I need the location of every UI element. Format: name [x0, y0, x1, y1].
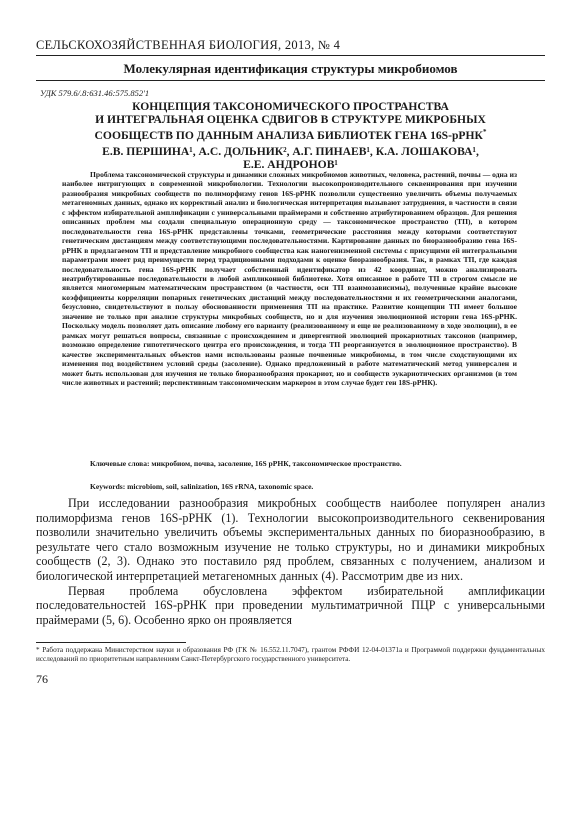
keywords-ru	[62, 459, 517, 468]
keywords-en-text: Keywords: microbiom, soil, salinization, 16S rRNA, taxonomic space.	[90, 482, 314, 491]
keywords-ru-text: Ключевые слова: микробиом, почва, засоление, 16S рРНК, таксономическое пространство.	[90, 459, 402, 468]
title-line: КОНЦЕПЦИЯ ТАКСОНОМИЧЕСКОГО ПРОСТРАНСТВА	[132, 100, 449, 113]
title-line-text: СООБЩЕСТВ ПО ДАННЫМ АНАЛИЗА БИБЛИОТЕК ГЕНА 16S-рРНК	[94, 128, 483, 142]
body-paragraph: При исследовании разнообразия микробных сообществ наиболее популярен анализ полиморфизма генов 16S-рРНК (1). Технологии высокопроизводительного секвенирования позволили значительно увеличить объемы экспериментальных данных по биоразнообразию, в результате чего стало возможным изучение не только структуры, но и динамики микробных сообществ (2, 3). Однако это поставило ряд проблем, связанных с получением, анализом и биологической интерпретацией метагеномных данных (4). Рассмотрим две из них.	[36, 496, 545, 583]
title-line: И ИНТЕГРАЛЬНАЯ ОЦЕНКА СДВИГОВ В СТРУКТУРЕ МИКРОБНЫХ	[95, 113, 486, 126]
abstract	[62, 170, 517, 387]
udk-code: УДК 579.6/.8:631.46:575.852'1	[40, 88, 150, 98]
authors	[36, 145, 545, 171]
body-paragraph: Первая проблема обусловлена эффектом избирательной амплификации последовательностей 16S-рРНК при проведении мультиматричной ПЦР с универсальными праймерами (5, 6). Особенно ярко он проявляется	[36, 583, 545, 627]
header-rule-bottom	[36, 80, 545, 81]
abstract-text: Проблема таксономической структуры и динамики сложных микробиомов животных, человека, растений, почвы — одна из наиболее интригующих в современной микробиологии. Технологии высокопроизводительного секвенирования при изучении разнообразия микробных сообществ по полиморфизму генов 16S-рРНК позволили существенно увеличить объемы получаемых метагеномных данных, однако их корректный анализ и биологическая интерпретация вызывают затруднения, в частности в связи с эффектом избирательной амплификации с универсальными праймерами и собственно атрибутированием образцов. Для решения описанных проблем мы создали специальную операционную среду — таксономическое пространство (ТП), в котором последовательности гена 16S-рРНК представлены точками, геометрические расстояния между которыми соответствуют генетическим дистанциям между соответствующими последовательностями. Картирование данных по биоразнообразию гена 16S-рРНК в предлагаемом ТП и представление микробного сообщества как наногенизменной системы с присущими ей интегральными параметрами имеет ряд преимуществ перед традиционными подходами к оценке биоразнообразия. Так, в рамках ТП, где каждая последовательность гена 16S-рРНК получает собственный идентификатор из 42 координат, можно анализировать неатрибутированные последовательности в любой ампликонной библиотеке. Хотя описанное в работе ТП в строгом смысле не является многомерным математическим пространством (в частности, оси ТП взаимозависимы), полученные крайне высокие коэффициенты корреляции попарных генетических дистанций между последовательностями и их геометрическими аналогами, безусловно, свидетельствуют в пользу обоснованности применения ТП на практике. Развитие концепции ТП имеет большое значение не только при анализе структуры микробных сообществ, но и для изучения эволюционной истории гена 16S-рРНК. Поскольку модель позволяет дать описание любому его варианту (реализованному и еще не реализованному в ходе эволюции), в ее рамках могут решаться вопросы, связанные с происхождением и дивергентной эволюцией прокариотных таксонов (например, возможно определение гипотетического центра его происхождения, и тогда ТП реорганизуется в эволюционное пространство). В качестве экспериментальных объектов нами использованы разные почвенные микробиомы, в том числе сходствующими их изменения под воздействием условий среды (засоление). Однако предложенный в работе математический метод универсален и может быть использован для изучения не только биоразнообразия прокариот, но и сообществ эукариотических организмов (в том числе животных и растений; перспективным таксономическим маркером в этом случае будет ген 18S-рРНК).	[62, 170, 517, 387]
authors-line: Е.Е. АНДРОНОВ¹	[243, 158, 338, 171]
authors-line: Е.В. ПЕРШИНА¹, А.С. ДОЛЬНИК², А.Г. ПИНАЕВ¹, К.А. ЛОШАКОВА¹,	[102, 145, 479, 158]
keywords-en	[62, 482, 517, 491]
article-title	[36, 100, 545, 142]
footnote: * Работа поддержана Министерством науки и образования РФ (ГК № 16.552.11.7047), грантом РФФИ 12-04-01371а и Программой поддержки фундаментальных исследований по приоритетным направлениям Санкт-Петербургского государственного университета.	[36, 646, 545, 663]
article-body	[36, 496, 545, 627]
title-line	[36, 126, 545, 142]
page-number: 76	[36, 672, 48, 686]
header-rule-top	[36, 55, 545, 56]
title-footnote-mark: *	[482, 128, 487, 136]
section-title: Молекулярная идентификация структуры микробиомов	[123, 61, 458, 76]
footnote-rule	[36, 642, 186, 643]
journal-header: СЕЛЬСКОХОЗЯЙСТВЕННАЯ БИОЛОГИЯ, 2013, № 4	[36, 38, 341, 52]
